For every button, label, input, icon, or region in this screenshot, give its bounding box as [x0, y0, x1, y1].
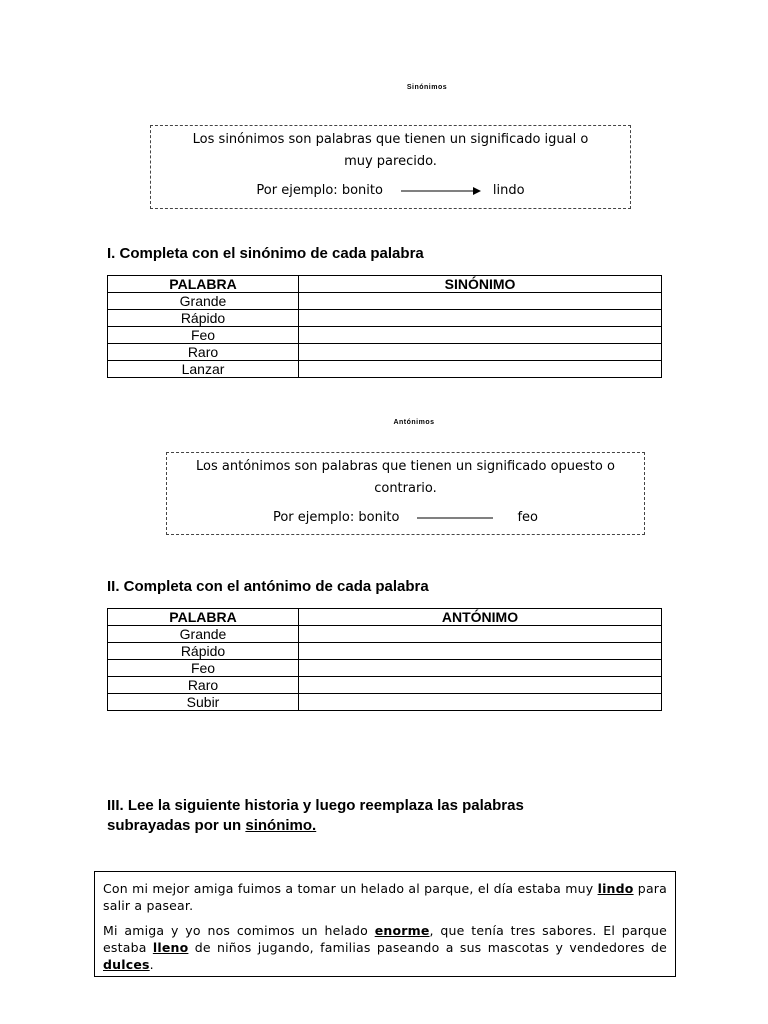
answer-cell[interactable] — [299, 660, 662, 677]
antonyms-example-prefix: Por ejemplo: bonito — [272, 510, 400, 525]
answer-cell[interactable] — [299, 643, 662, 660]
story-text: Mi amiga y yo nos comimos un helado — [103, 923, 375, 938]
table-row — [108, 643, 662, 660]
col-word-header: PALABRA — [108, 609, 299, 626]
table-row — [108, 677, 662, 694]
section3-heading — [107, 796, 524, 836]
answer-cell[interactable] — [299, 344, 662, 361]
underlined-word: dulces — [103, 957, 150, 972]
antonyms-title: Antónimos — [393, 419, 435, 426]
table-row — [108, 344, 662, 361]
section1-heading: I. Completa con el sinónimo de cada palabra — [107, 245, 424, 262]
answer-cell[interactable] — [299, 694, 662, 711]
answer-cell[interactable] — [299, 293, 662, 310]
antonyms-definition-line1: Los antónimos son palabras que tienen un significado opuesto o — [196, 459, 615, 474]
table-row — [108, 626, 662, 643]
story-text: de niños jugando, familias paseando a sus mascotas y vendedores de — [188, 940, 668, 955]
answer-cell[interactable] — [299, 677, 662, 694]
antonyms-definition-box — [166, 452, 645, 535]
synonyms-example-word: lindo — [492, 183, 525, 198]
antonyms-table — [107, 608, 662, 711]
section2-heading: II. Completa con el antónimo de cada palabra — [107, 578, 429, 595]
section3-heading-line2 — [107, 816, 524, 836]
word-cell: Feo — [108, 660, 299, 677]
table-row — [108, 310, 662, 327]
word-cell: Raro — [108, 344, 299, 361]
underlined-word: enorme — [374, 923, 430, 938]
answer-cell[interactable] — [299, 310, 662, 327]
col-word-header: PALABRA — [108, 276, 299, 293]
word-cell: Rápido — [108, 310, 299, 327]
word-cell: Grande — [108, 626, 299, 643]
story-paragraph-1 — [103, 880, 667, 914]
story-text: Con mi mejor amiga fuimos a tomar un helado al parque, el día estaba muy — [103, 881, 598, 896]
underlined-word: lleno — [152, 940, 189, 955]
synonyms-definition-box — [150, 125, 631, 209]
word-cell: Feo — [108, 327, 299, 344]
antonyms-example — [167, 507, 644, 529]
section3-heading-underlined: sinónimo. — [245, 817, 317, 834]
antonyms-definition-line2: contrario. — [374, 481, 437, 496]
story-text: . — [149, 957, 154, 972]
synonyms-example-prefix: Por ejemplo: bonito — [256, 183, 383, 198]
table-row — [108, 660, 662, 677]
table-row — [108, 293, 662, 310]
synonyms-example — [151, 180, 630, 202]
table-row — [108, 361, 662, 378]
answer-cell[interactable] — [299, 361, 662, 378]
synonyms-title: Sinónimos — [406, 84, 448, 91]
synonyms-definition-line1: Los sinónimos son palabras que tienen un significado igual o — [192, 132, 589, 147]
section3-heading-line1: III. Lee la siguiente historia y luego reemplaza las palabras — [107, 797, 524, 814]
table-row — [108, 694, 662, 711]
table-header-row — [108, 609, 662, 626]
answer-cell[interactable] — [299, 626, 662, 643]
word-cell: Lanzar — [108, 361, 299, 378]
synonyms-table — [107, 275, 662, 378]
word-cell: Raro — [108, 677, 299, 694]
section3-heading-text: subrayadas por un — [107, 817, 246, 834]
dash-line-icon — [413, 513, 499, 523]
antonyms-example-word: feo — [517, 510, 539, 525]
col-antonym-header: ANTÓNIMO — [299, 609, 662, 626]
word-cell: Grande — [108, 293, 299, 310]
synonyms-definition-line2: muy parecido. — [344, 154, 437, 169]
story-box — [94, 871, 676, 977]
story-text: , que tenía tres sabores. El parque estaba — [103, 923, 667, 955]
table-row — [108, 327, 662, 344]
arrow-right-icon — [401, 186, 481, 196]
col-synonym-header: SINÓNIMO — [299, 276, 662, 293]
word-cell: Subir — [108, 694, 299, 711]
story-text: para salir a pasear. — [103, 881, 668, 913]
table-header-row — [108, 276, 662, 293]
word-cell: Rápido — [108, 643, 299, 660]
underlined-word: lindo — [597, 881, 634, 896]
answer-cell[interactable] — [299, 327, 662, 344]
story-paragraph-2 — [103, 922, 667, 973]
